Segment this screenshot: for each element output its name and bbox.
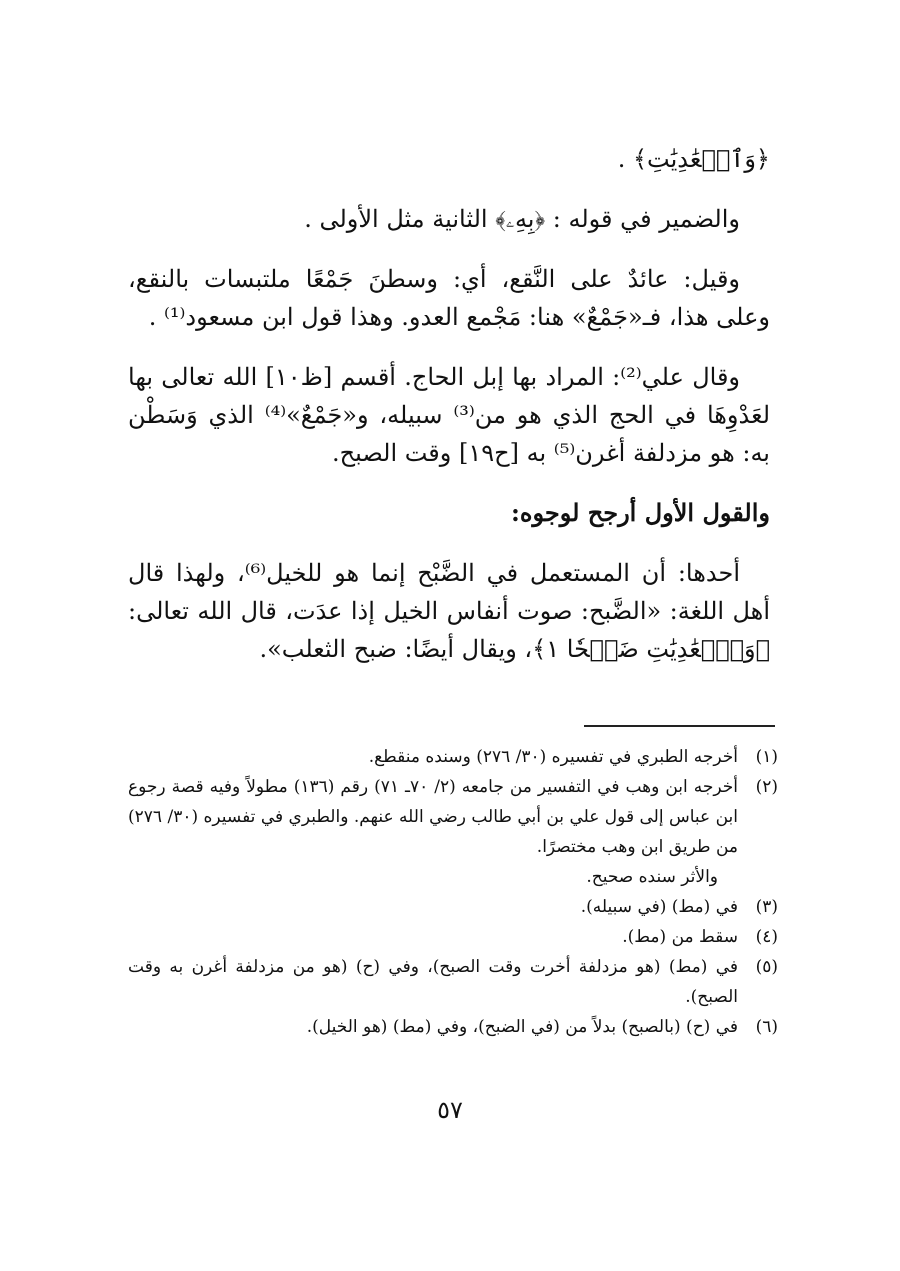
- footnote-number: (١): [755, 747, 778, 767]
- footnote-item: [128, 922, 778, 952]
- footnote-item: [128, 952, 778, 1012]
- section-heading: والقول الأول أرجح لوجوه:: [511, 498, 770, 527]
- footnote-number: (٣): [755, 897, 778, 917]
- footnote-text: سقط من (مط).: [622, 927, 738, 947]
- footnote-text: أخرجه الطبري في تفسيره (٣٠/ ٢٧٦) وسنده منقطع.: [368, 747, 738, 767]
- main-text: [128, 140, 770, 668]
- paragraph-verse: ﴿وَٱلۡعَٰدِيَٰتِ﴾ .: [617, 145, 770, 173]
- footnote-item: [128, 772, 778, 892]
- footnote-item: [128, 742, 778, 772]
- footnote-number: (٢): [755, 777, 778, 797]
- footnote-body: أخرجه ابن وهب في التفسير من جامعه (٢/ ٧٠ـ ٧١) رقم (١٣٦) مطولاً وفيه قصة رجوع ابن عباس إلى قول علي بن أبي طالب رضي الله عنهم. والطبري في تفسيره (٣٠/ ٢٧٦) من طريق ابن وهب مختصرًا.: [128, 777, 738, 857]
- footnote-text: في (ح) (بالصبح) بدلاً من (في الضبح)، وفي (مط) (هو الخيل).: [306, 1017, 738, 1037]
- footnote-text: في (مط) (هو مزدلفة أخرت وقت الصبح)، وفي (ح) (هو من مزدلفة أغرن به وقت الصبح).: [128, 957, 738, 1007]
- paragraph-pronoun: والضمير في قوله : ﴿بِهِۦ﴾ الثانية مثل الأولى .: [304, 205, 740, 233]
- footnote-divider: [584, 725, 775, 727]
- footnote-item: [128, 892, 778, 922]
- footnote-text: [128, 772, 738, 892]
- footnote-number: (٥): [755, 957, 778, 977]
- footnotes: [128, 742, 778, 1042]
- paragraph-ali: وقال علي⁽²⁾: المراد بها إبل الحاج. أقسم [ظ١٠] الله تعالى بها لعَدْوِهَا في الحج الذي هو من⁽³⁾ سبيله، و«جَمْعٌ»⁽⁴⁾ الذي وَسَطْن به: هو مزدلفة أغرن⁽⁵⁾ به [ح١٩] وقت الصبح.: [128, 363, 771, 467]
- footnote-text: في (مط) (في سبيله).: [580, 897, 738, 917]
- page-number: ٥٧: [437, 1096, 463, 1124]
- paragraph-first-reason: أحدها: أن المستعمل في الضَّبْح إنما هو للخيل⁽⁶⁾، ولهذا قال أهل اللغة: «الضَّبح: صوت أنفاس الخيل إذا عدَت، قال الله تعالى: ﴿وَٱلۡعَٰدِيَٰتِ ضَبۡحٗا ١﴾، ويقال أيضًا: ضبح الثعلب».: [128, 559, 770, 663]
- footnote-item: [128, 1012, 778, 1042]
- paragraph-qila: وقيل: عائدٌ على النَّقع، أي: وسطنَ جَمْعًا ملتبسات بالنقع، وعلى هذا، فـ«جَمْعٌ» هنا: مَجْمع العدو. وهذا قول ابن مسعود⁽¹⁾ .: [128, 265, 770, 331]
- footnote-number: (٦): [755, 1017, 778, 1037]
- footnote-extra: والأثر سنده صحيح.: [586, 867, 718, 887]
- footnote-number: (٤): [755, 927, 778, 947]
